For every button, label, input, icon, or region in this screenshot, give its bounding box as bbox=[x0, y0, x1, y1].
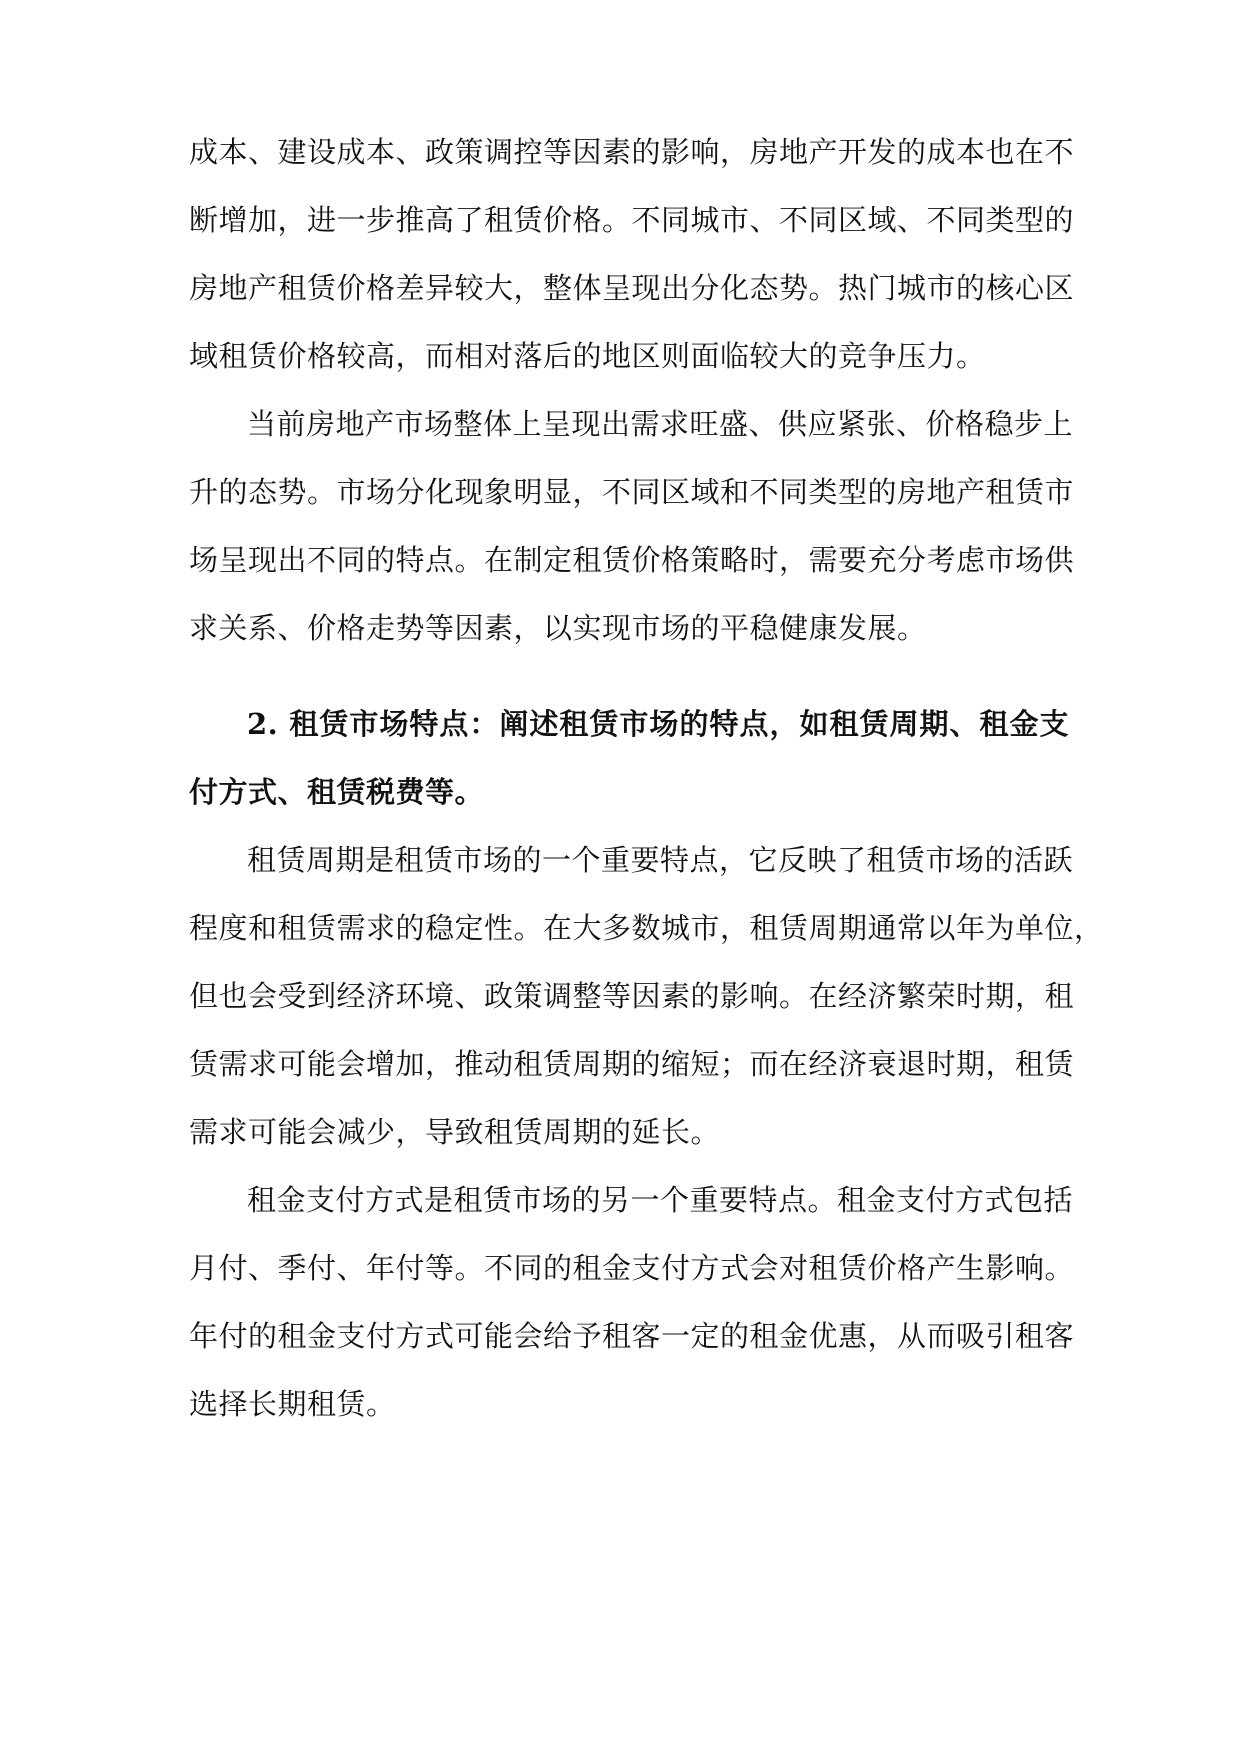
paragraph-2-line-1: 当前房地产市场整体上呈现出需求旺盛、供应紧张、价格稳步上 bbox=[247, 407, 1074, 441]
paragraph-4-line-1: 租金支付方式是租赁市场的另一个重要特点。租金支付方式包括 bbox=[247, 1183, 1074, 1217]
paragraph-2-line-4: 求关系、价格走势等因素，以实现市场的平稳健康发展。 bbox=[189, 611, 927, 645]
paragraph-3-line-5: 需求可能会减少，导致租赁周期的延长。 bbox=[189, 1115, 721, 1149]
paragraph-3-line-4: 赁需求可能会增加，推动租赁周期的缩短；而在经济衰退时期，租赁 bbox=[189, 1047, 1075, 1081]
paragraph-1-line-3: 房地产租赁价格差异较大，整体呈现出分化态势。热门城市的核心区 bbox=[189, 271, 1075, 305]
paragraph-3-line-2: 程度和租赁需求的稳定性。在大多数城市，租赁周期通常以年为单位， bbox=[189, 911, 1104, 945]
paragraph-2-line-2: 升的态势。市场分化现象明显，不同区域和不同类型的房地产租赁市 bbox=[189, 475, 1075, 509]
paragraph-4-line-3: 年付的租金支付方式可能会给予租客一定的租金优惠，从而吸引租客 bbox=[189, 1319, 1075, 1353]
paragraph-1-line-2: 断增加，进一步推高了租赁价格。不同城市、不同区域、不同类型的 bbox=[189, 203, 1075, 237]
paragraph-3-line-3: 但也会受到经济环境、政策调整等因素的影响。在经济繁荣时期，租 bbox=[189, 979, 1075, 1013]
paragraph-1-line-4: 域租赁价格较高，而相对落后的地区则面临较大的竞争压力。 bbox=[189, 339, 986, 373]
section-heading-line-2: 付方式、租赁税费等。 bbox=[189, 775, 485, 809]
paragraph-2-line-3: 场呈现出不同的特点。在制定租赁价格策略时，需要充分考虑市场供 bbox=[189, 543, 1075, 577]
section-heading-line-1: 2. 租赁市场特点：阐述租赁市场的特点，如租赁周期、租金支 bbox=[247, 707, 1069, 741]
paragraph-4-line-2: 月付、季付、年付等。不同的租金支付方式会对租赁价格产生影响。 bbox=[189, 1251, 1075, 1285]
paragraph-4-line-4: 选择长期租赁。 bbox=[189, 1387, 396, 1421]
paragraph-3-line-1: 租赁周期是租赁市场的一个重要特点，它反映了租赁市场的活跃 bbox=[247, 843, 1074, 877]
paragraph-1-line-1: 成本、建设成本、政策调控等因素的影响，房地产开发的成本也在不 bbox=[189, 135, 1075, 169]
